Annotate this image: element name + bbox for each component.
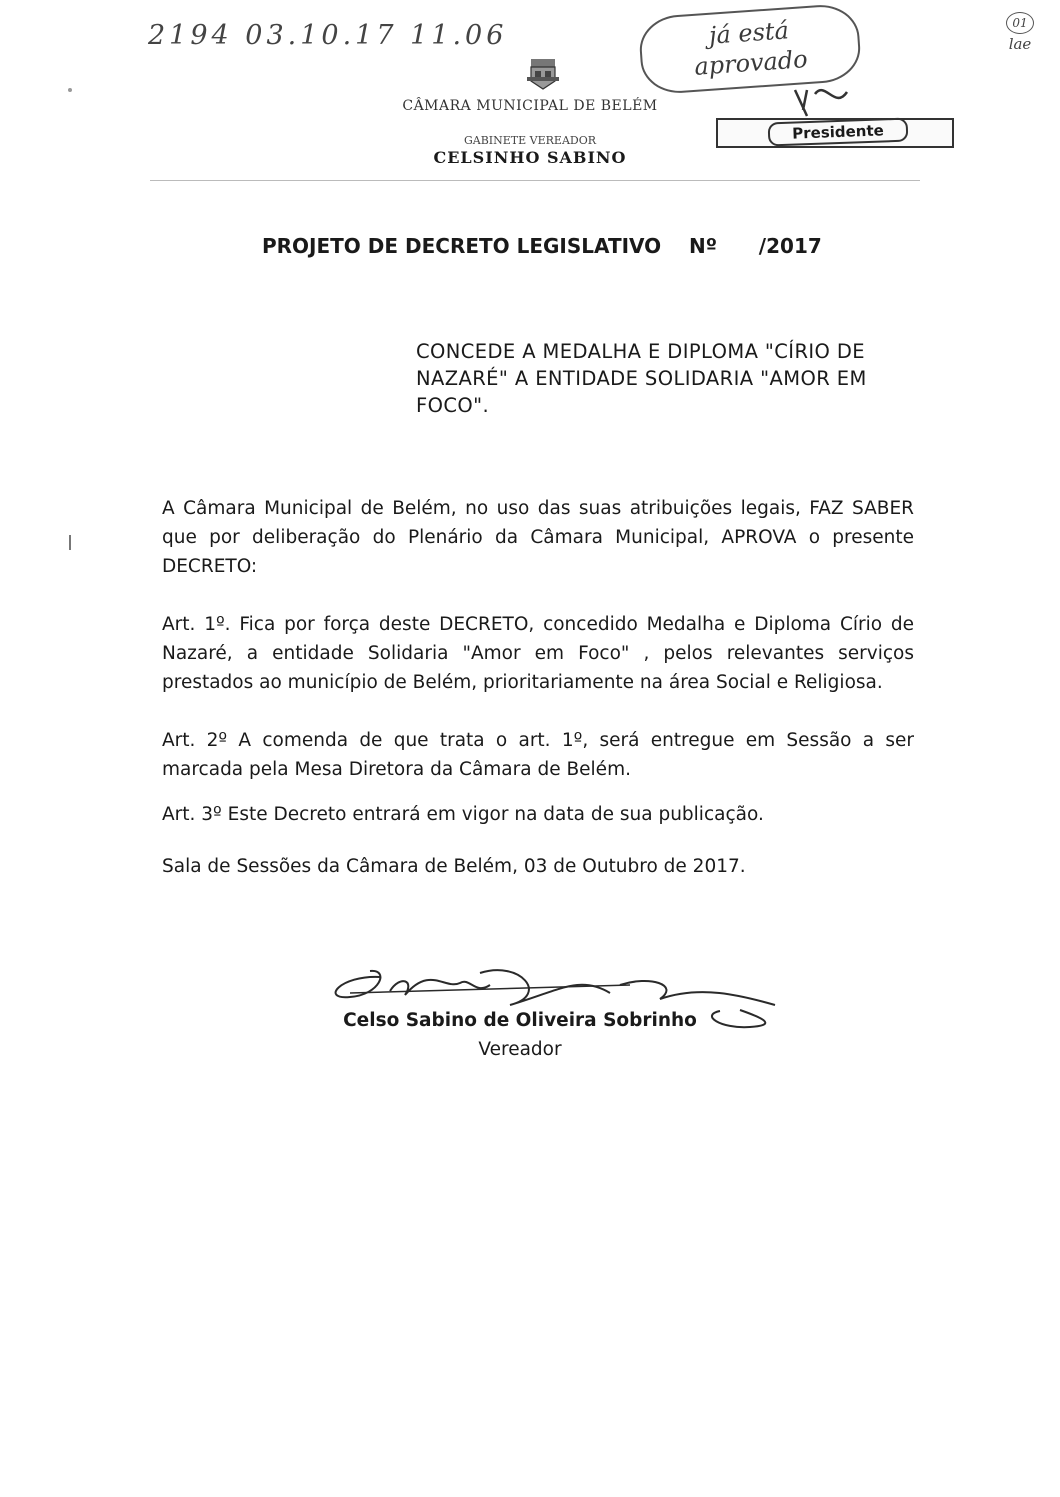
signatory-role: Vereador [478,1039,562,1060]
president-signature-mark [785,70,855,120]
office-label: GABINETE VEREADOR [463,134,597,147]
page-count-note [998,12,1042,54]
city-crest-icon [525,55,561,91]
decree-title: PROJETO DE DECRETO LEGISLATIVO Nº /2017 [262,234,822,258]
decree-summary: CONCEDE A MEDALHA E DIPLOMA "CÍRIO DE NAZARÉ" A ENTIDADE SOLIDARIA "AMOR EM FOCO". [416,340,867,417]
session-place-date: Sala de Sessões da Câmara de Belém, 03 de Outubro de 2017. [162,856,746,877]
chamber-name: CÂMARA MUNICIPAL DE BELÉM [402,98,658,114]
article-3: Art. 3º Este Decreto entrará em vigor na data de sua publicação. [162,804,764,825]
handwritten-signature [320,955,790,1045]
approval-note-line1: já está [708,16,790,50]
article-2: Art. 2º A comenda de que trata o art. 1º, será entregue em Sessão a ser marcada pela Mesa Diretora da Câmara de Belém. [162,730,914,780]
president-stamp-label: Presidente [768,118,909,147]
scan-margin-marks [60,80,80,600]
page-count-number: 01 [1006,12,1034,34]
page-count-initials: lae [1008,35,1032,53]
signatory-name: Celso Sabino de Oliveira Sobrinho [343,1010,697,1031]
councilor-name: CELSINHO SABINO [433,148,627,167]
protocol-stamp: 2194 03.10.17 11.06 [148,20,508,51]
article-1: Art. 1º. Fica por força deste DECRETO, concedido Medalha e Diploma Círio de Nazaré, a entidade Solidaria "Amor em Foco" , pelos relevantes serviços prestados ao município de Belém, prioritariamente na área Social e Religiosa. [162,614,914,693]
header-divider [150,180,920,181]
decree-preamble: A Câmara Municipal de Belém, no uso das suas atribuições legais, FAZ SABER que por deliberação do Plenário da Câmara Municipal, APROVA o presente DECRETO: [162,498,914,577]
approval-note-line2: aprovado [693,45,809,81]
